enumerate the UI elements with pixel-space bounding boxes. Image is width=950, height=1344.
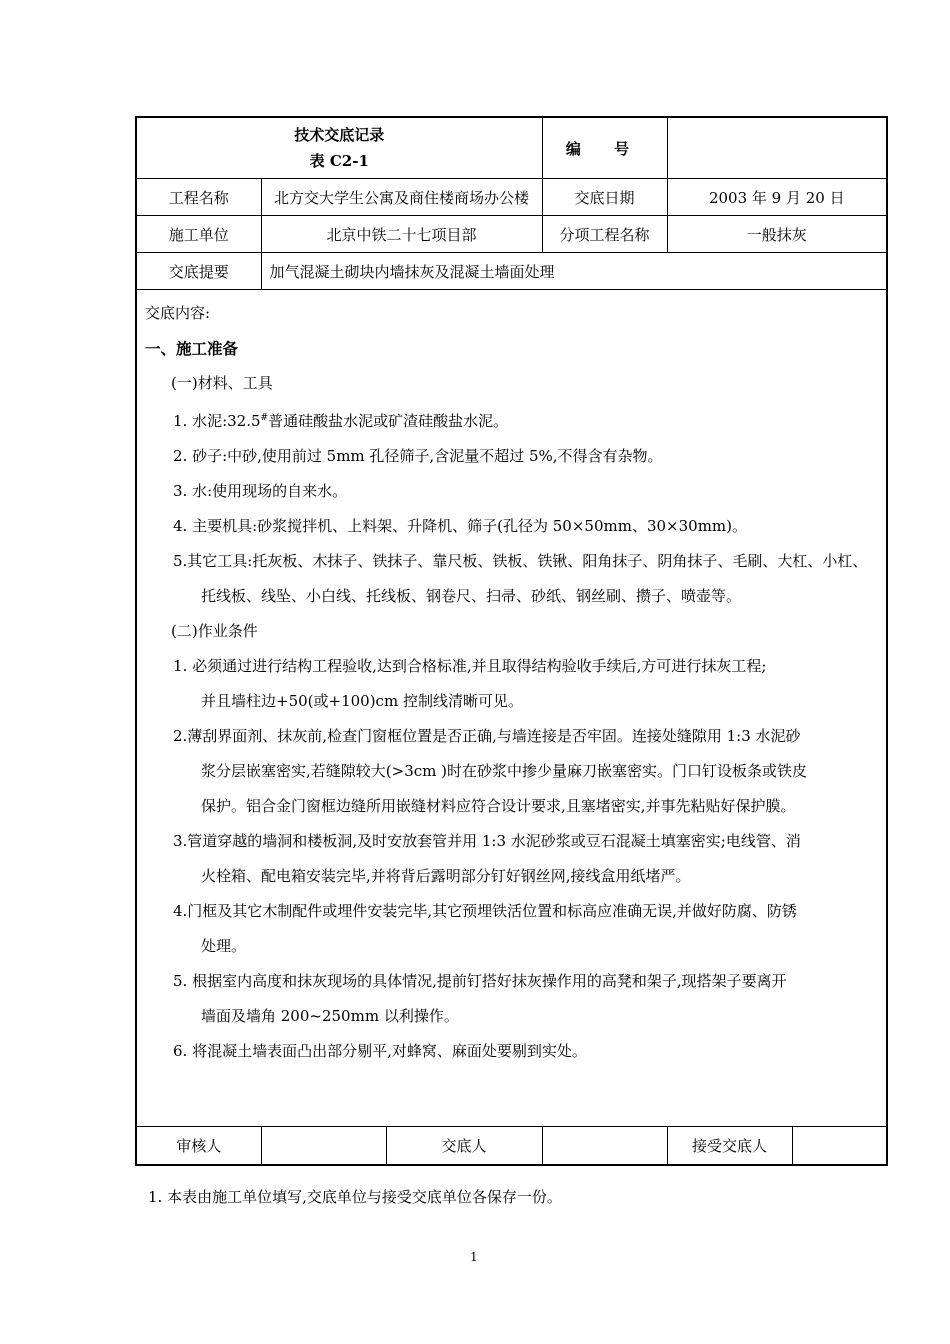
subproject-value: 一般抹灰: [667, 216, 887, 253]
subproject-label: 分项工程名称: [542, 216, 667, 253]
project-name-value: 北方交大学生公寓及商住楼商场办公楼: [261, 179, 542, 216]
form-title-cell: [136, 117, 542, 179]
condition-item: 5. 根据室内高度和抹灰现场的具体情况,提前钉搭好抹灰操作用的高凳和架子,现搭架子要离开: [173, 972, 787, 990]
project-name-label: 工程名称: [136, 179, 261, 216]
summary-label: 交底提要: [136, 253, 261, 290]
page-number: 1: [470, 1250, 478, 1264]
summary-value: 加气混凝土砌块内墙抹灰及混凝土墙面处理: [261, 253, 887, 290]
content-cell: [136, 290, 887, 1127]
condition-item: 4.门框及其它木制配件或埋件安装完毕,其它预埋铁活位置和标高应准确无误,并做好防腐、防锈: [173, 902, 797, 920]
receiver-label: 接受交底人: [667, 1127, 792, 1166]
date-value: 2003 年 9 月 20 日: [667, 179, 887, 216]
condition-item: 6. 将混凝土墙表面凸出部分剔平,对蜂窝、麻面处要剔到实处。: [173, 1042, 587, 1060]
condition-item-continued: 处理。: [201, 937, 247, 955]
condition-item-continued: 浆分层嵌塞密实,若缝隙较大(>3cm )时在砂浆中掺少量麻刀嵌塞密实。门口钉设板条或铁皮: [201, 762, 807, 780]
reviewer-value[interactable]: [261, 1127, 386, 1166]
reviewer-label: 审核人: [136, 1127, 261, 1166]
disclosure-form-table: [135, 116, 888, 1166]
content-label: 交底内容:: [145, 304, 211, 322]
material-item: 3. 水:使用现场的自来水。: [173, 482, 348, 500]
material-item: 5.其它工具:托灰板、木抹子、铁抹子、靠尺板、铁板、铁锹、阳角抹子、阴角抹子、毛刷、大杠、小杠、: [173, 552, 868, 570]
section-heading: 一、施工准备: [145, 339, 239, 358]
discloser-label: 交底人: [386, 1127, 542, 1166]
contractor-label: 施工单位: [136, 216, 261, 253]
condition-item-continued: 火栓箱、配电箱安装完毕,并将背后露明部分钉好钢丝网,接线盒用纸堵严。: [201, 867, 691, 885]
form-title: 技术交底记录: [294, 126, 385, 144]
condition-item-continued: 并且墙柱边+50(或+100)cm 控制线清晰可见。: [201, 692, 523, 710]
condition-item: 1. 必须通过进行结构工程验收,达到合格标准,并且取得结构验收手续后,方可进行抹灰工程;: [173, 657, 767, 675]
material-item: 4. 主要机具:砂浆搅拌机、上料架、升降机、筛子(孔径为 50×50mm、30×30mm)。: [173, 517, 747, 535]
material-item-continued: 托线板、线坠、小白线、托线板、钢卷尺、扫帚、砂纸、钢丝刷、攒子、喷壶等。: [201, 587, 742, 605]
discloser-value[interactable]: [542, 1127, 667, 1166]
condition-item-continued: 保护。铝合金门窗框边缝所用嵌缝材料应符合设计要求,且塞堵密实,并事先粘贴好保护膜。: [201, 797, 796, 815]
number-value: [667, 117, 887, 179]
material-item: 1. 水泥:32.5#普通硅酸盐水泥或矿渣硅酸盐水泥。: [173, 412, 509, 430]
contractor-value: 北京中铁二十七项目部: [261, 216, 542, 253]
date-label: 交底日期: [542, 179, 667, 216]
number-label: 编 号: [542, 117, 667, 179]
condition-item: 3.管道穿越的墙洞和楼板洞,及时安放套管并用 1:3 水泥砂浆或豆石混凝土填塞密实;电线管、消: [173, 832, 801, 850]
receiver-value[interactable]: [792, 1127, 887, 1166]
material-item: 2. 砂子:中砂,使用前过 5mm 孔径筛子,含泥量不超过 5%,不得含有杂物。: [173, 447, 663, 465]
subsection-heading: (二)作业条件: [171, 622, 258, 640]
condition-item: 2.薄刮界面剂、抹灰前,检查门窗框位置是否正确,与墙连接是否牢固。连接处缝隙用 1:3 水泥砂: [173, 727, 801, 745]
form-number: 表 C2-1: [309, 152, 369, 170]
footnote: 1. 本表由施工单位填写,交底单位与接受交底单位各保存一份。: [148, 1188, 562, 1206]
subsection-heading: (一)材料、工具: [171, 374, 273, 392]
condition-item-continued: 墙面及墙角 200~250mm 以利操作。: [201, 1007, 459, 1025]
